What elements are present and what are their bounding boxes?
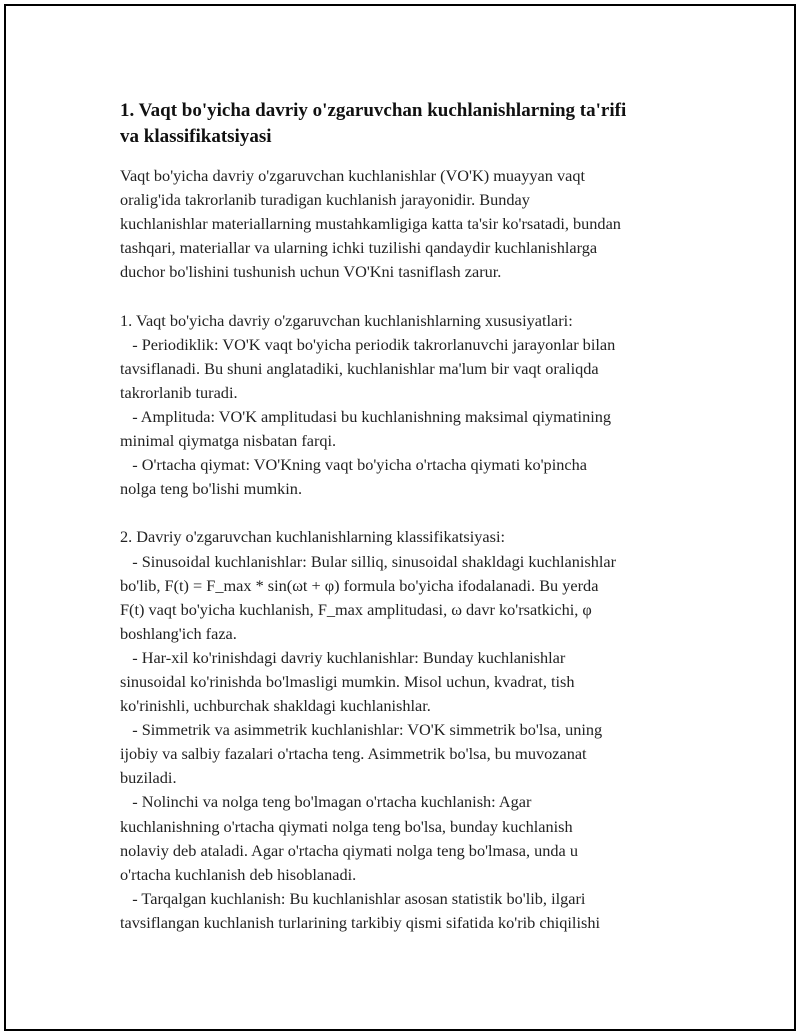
text-line: tavsiflangan kuchlanish turlarining tarkibiy qismi sifatida ko'rib chiqilishi [120,912,600,932]
text-line: Vaqt bo'yicha davriy o'zgaruvchan kuchlanishlar (VO'K) muayyan vaqt [120,166,585,185]
text-line: oralig'ida takrorlanib turadigan kuchlanish jarayonidir. Bunday [120,190,530,210]
text-line: minimal qiymatga nisbatan farqi. [120,431,337,451]
text-line: - Periodiklik: VO'K vaqt bo'yicha periodik takrorlanuvchi jarayonlar bilan [120,334,616,354]
text-line: tashqari, materiallar va ularning ichki tuzilishi qandaydir kuchlanishlarga [120,238,598,258]
heading-line-2: va klassifikatsiyasi [120,126,272,147]
text-line: kuchlanishlar materiallarning mustahkamligiga katta ta'sir ko'rsatadi, bundan [120,214,621,234]
text-line: ko'rinishli, uchburchak shakldagi kuchlanishlar. [120,696,431,716]
text-line: bo'lib, F(t) = F_max * sin(ωt + φ) formula bo'yicha ifodalanadi. Bu yerda [120,575,599,595]
text-line: F(t) vaqt bo'yicha kuchlanish, F_max amplitudasi, ω davr ko'rsatkichi, φ [120,599,592,619]
text-line: - Sinusoidal kuchlanishlar: Bular silliq, sinusoidal shakldagi kuchlanishlar [120,551,617,571]
page-frame [4,4,796,1031]
text-line: boshlang'ich faza. [120,623,237,643]
body-text [120,164,700,935]
text-line: - Nolinchi va nolga teng bo'lmagan o'rtacha kuchlanish: Agar [120,792,532,812]
text-line: - Simmetrik va asimmetrik kuchlanishlar: VO'K simmetrik bo'lsa, uning [120,720,603,740]
text-line: duchor bo'lishini tushunish uchun VO'Kni tasniflash zarur. [120,262,502,282]
text-line: nolga teng bo'lishi mumkin. [120,479,303,499]
text-line: - Amplituda: VO'K amplitudasi bu kuchlanishning maksimal qiymatining [120,406,612,426]
text-line: - Har-xil ko'rinishdagi davriy kuchlanishlar: Bunday kuchlanishlar [120,647,566,667]
text-line: kuchlanishning o'rtacha qiymati nolga teng bo'lsa, bunday kuchlanish [120,816,573,836]
text-line: nolaviy deb ataladi. Agar o'rtacha qiymati nolga teng bo'lmasa, unda u [120,840,578,860]
section-heading [120,98,700,150]
text-line: sinusoidal ko'rinishda bo'lmasligi mumkin. Misol uchun, kvadrat, tish [120,671,575,691]
text-line: - O'rtacha qiymat: VO'Kning vaqt bo'yicha o'rtacha qiymati ko'pincha [120,455,587,475]
text-line: o'rtacha kuchlanish deb hisoblanadi. [120,864,357,884]
heading-line-1: 1. Vaqt bo'yicha davriy o'zgaruvchan kuchlanishlarning ta'rifi [120,100,627,121]
text-line: buziladi. [120,768,177,788]
paragraph-gap [120,284,700,308]
text-line: 1. Vaqt bo'yicha davriy o'zgaruvchan kuchlanishlarning xususiyatlari: [120,310,573,330]
text-line: tavsiflanadi. Bu shuni anglatadiki, kuchlanishlar ma'lum bir vaqt oraliqda [120,358,599,378]
text-line: ijobiy va salbiy fazalari o'rtacha teng. Asimmetrik bo'lsa, bu muvozanat [120,744,587,764]
text-line: - Tarqalgan kuchlanish: Bu kuchlanishlar asosan statistik bo'lib, ilgari [120,888,586,908]
paragraph-gap [120,501,700,525]
text-line: 2. Davriy o'zgaruvchan kuchlanishlarning klassifikatsiyasi: [120,527,505,547]
document-body [120,98,700,935]
text-line: takrorlanib turadi. [120,382,238,402]
